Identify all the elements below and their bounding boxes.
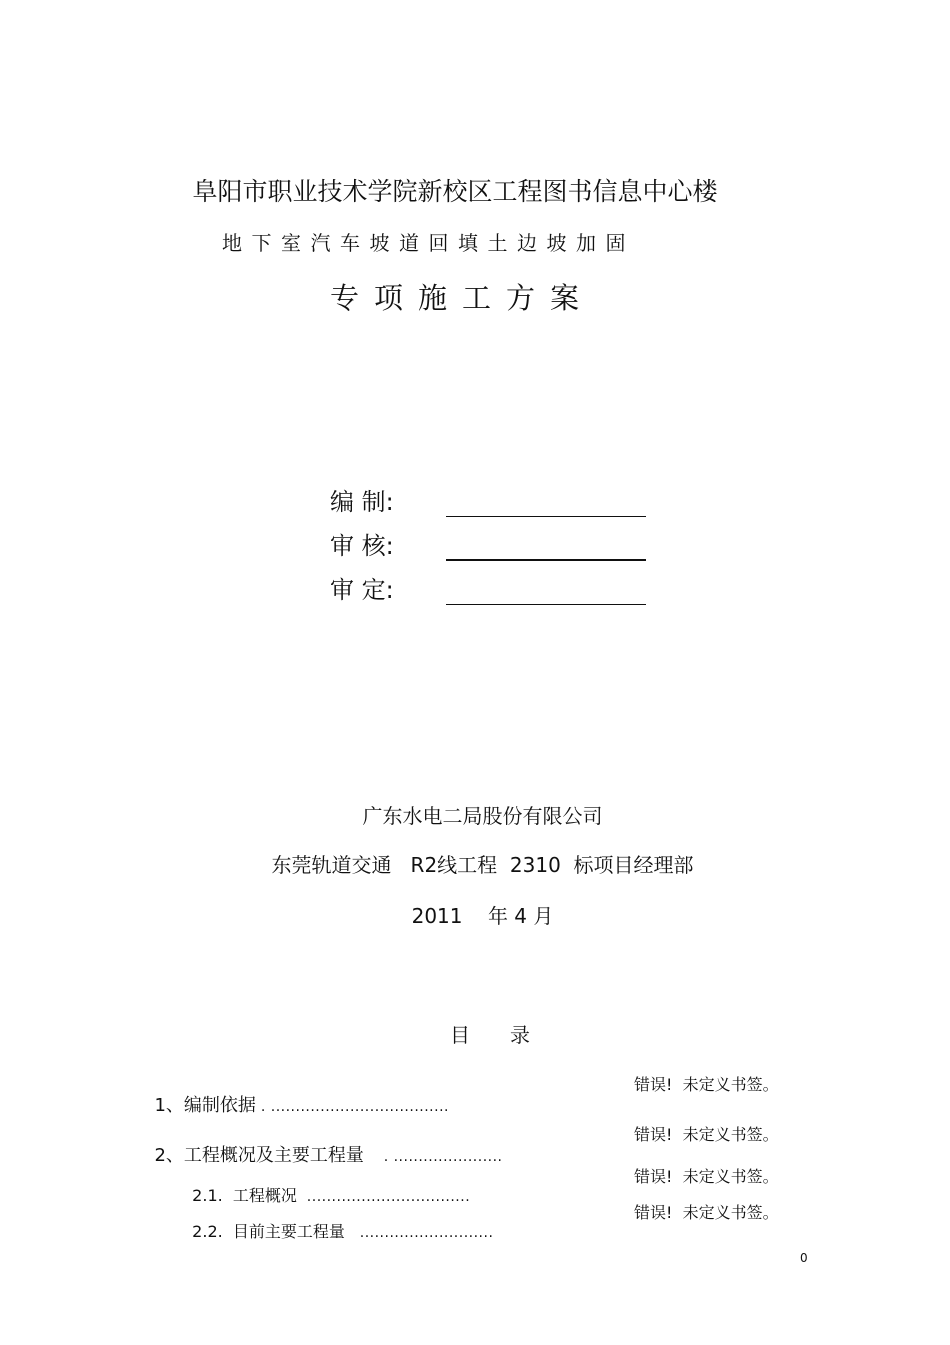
company-name: 广东水电二局股份有限公司: [362, 804, 603, 828]
signature-label: 审 定:: [330, 576, 394, 604]
toc-item-page: 错误! 未定义书签。: [634, 1167, 779, 1186]
cover-title-line2: 地下室汽车坡道回填土边坡加固: [222, 231, 635, 255]
toc-heading: 目录: [450, 1023, 570, 1047]
toc-item[interactable]: [143, 1070, 449, 1117]
toc-item-label: 2.2. 目前主要工程量: [192, 1222, 345, 1241]
cover-title-line1: 阜阳市职业技术学院新校区工程图书信息中心楼: [192, 177, 718, 206]
toc-item[interactable]: [143, 1120, 503, 1167]
document-date: 2011 年 4 月: [411, 904, 554, 928]
signature-blank-line: [446, 582, 646, 605]
toc-item-label: 1、编制依据: [154, 1095, 256, 1116]
signature-row-compiler: [330, 482, 646, 517]
toc-leader-dots: .................................: [296, 1189, 471, 1205]
toc-item-label: 2、工程概况及主要工程量: [154, 1145, 364, 1166]
page-number: 0: [800, 1251, 808, 1265]
toc-item-page: 错误! 未定义书签。: [634, 1075, 779, 1094]
toc-leader-dots: . ......................: [363, 1149, 503, 1165]
signature-blank-line: [446, 494, 646, 517]
signature-row-reviewer: [330, 526, 646, 561]
signature-row-approver: [330, 570, 646, 605]
cover-title-line3: 专项施工方案: [330, 281, 595, 315]
project-department: 东莞轨道交通 R2线工程 2310 标项目经理部: [271, 853, 694, 877]
toc-leader-dots: . ....................................: [255, 1099, 449, 1115]
toc-item-label: 2.1. 工程概况: [192, 1186, 297, 1205]
toc-leader-dots: ...........................: [344, 1225, 494, 1241]
signature-label: 审 核:: [330, 532, 394, 560]
toc-subitem[interactable]: [182, 1200, 493, 1242]
signature-label: 编 制:: [330, 488, 394, 516]
toc-item-page: 错误! 未定义书签。: [634, 1125, 779, 1144]
signature-blank-line: [446, 537, 646, 561]
toc-item-page: 错误! 未定义书签。: [634, 1203, 779, 1222]
